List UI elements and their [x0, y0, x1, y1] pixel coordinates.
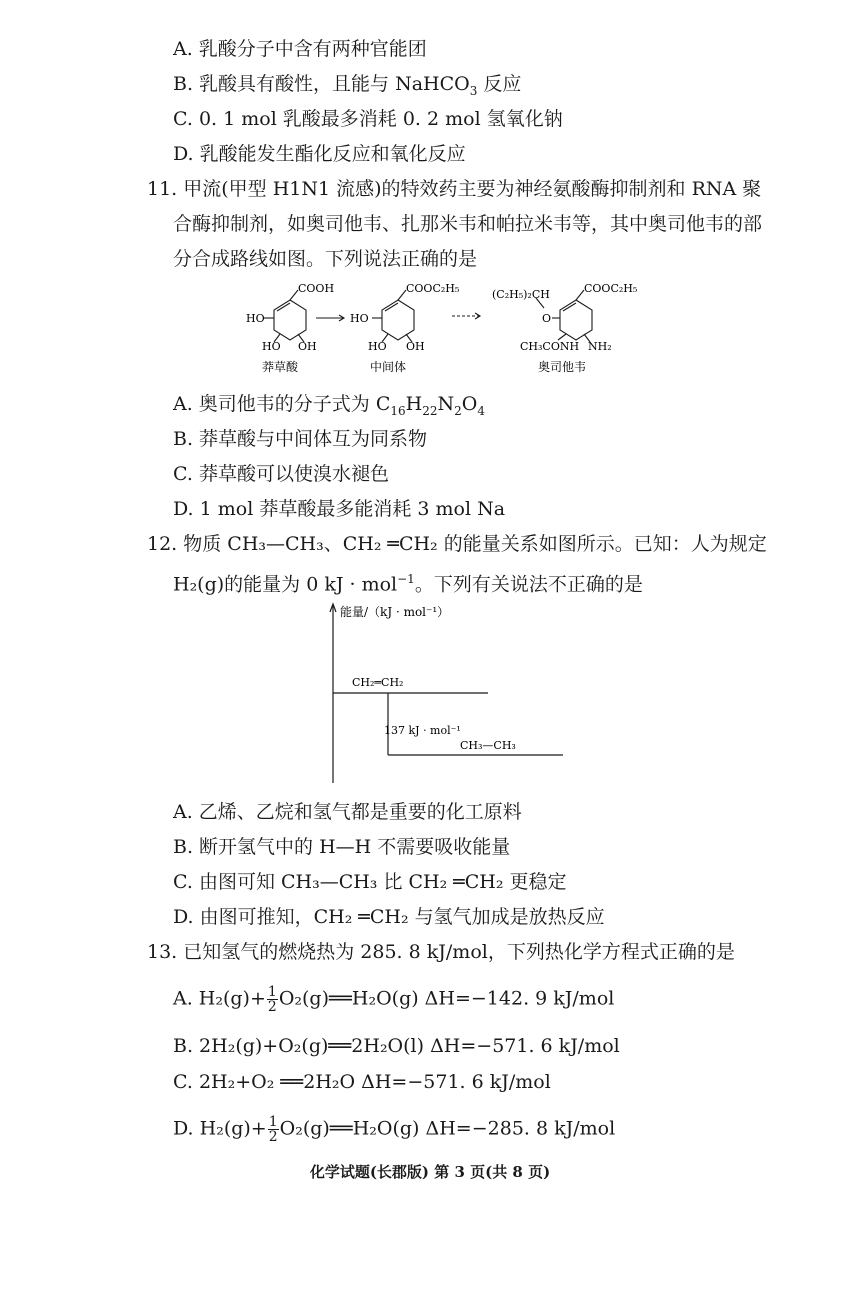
q12-option-d: D. 由图可推知，CH₂ ═CH₂ 与氢气加成是放热反应	[173, 906, 605, 928]
ethene-level-label: CH₂═CH₂	[352, 676, 404, 689]
oseltamivir-cooet: COOC₂H₅	[584, 282, 638, 295]
q11-option-b: B. 莽草酸与中间体互为同系物	[173, 428, 428, 450]
oseltamivir-acnh: CH₃CONH	[520, 340, 580, 353]
fraction-half: $\frac{1}{2}$	[268, 1114, 278, 1145]
shikimic-cooh: COOH	[298, 282, 335, 295]
label-intermediate: 中间体	[370, 360, 407, 374]
intermediate-ho-left: HO	[350, 312, 369, 325]
q11-option-c: C. 莽草酸可以使溴水褪色	[173, 463, 389, 485]
oseltamivir-ether: (C₂H₅)₂CH	[492, 288, 550, 301]
q10-option-a: A. 乳酸分子中含有两种官能团	[173, 38, 427, 60]
q11-option-a: A. 奥司他韦的分子式为 $C_{16}H_{22}N_2O_4$	[173, 393, 486, 418]
shikimic-ho-left: HO	[246, 312, 265, 325]
shikimic-ho-bottom: HO	[262, 340, 281, 353]
fraction-half: $\frac{1}{2}$	[267, 984, 277, 1015]
intermediate-cooet: COOC₂H₅	[406, 282, 460, 295]
energy-axis-label: 能量/（kJ · mol⁻¹）	[340, 605, 450, 619]
q11-stem-line3: 分合成路线如图。下列说法正确的是	[173, 248, 478, 270]
intermediate-ho-bottom: HO	[368, 340, 387, 353]
q12-option-a: A. 乙烯、乙烷和氢气都是重要的化工原料	[173, 801, 522, 823]
q13-option-d: D. H₂(g)+ $\frac{1}{2}$ O₂(g)══H₂O(g) ΔH=−285. 8 kJ/mol	[173, 1114, 616, 1145]
q10-option-c: C. 0. 1 mol 乳酸最多消耗 0. 2 mol 氢氧化钠	[173, 108, 563, 130]
oseltamivir-o: O	[542, 312, 552, 325]
q11-stem-line1: 11. 甲流(甲型 H1N1 流感)的特效药主要为神经氨酸酶抑制剂和 RNA 聚	[147, 178, 762, 200]
q12-stem-line1: 12. 物质 CH₃—CH₃、CH₂ ═CH₂ 的能量关系如图所示。已知：人为规定	[147, 533, 767, 555]
q11-option-d: D. 1 mol 莽草酸最多能消耗 3 mol Na	[173, 498, 506, 520]
q13-option-a: A. H₂(g)+ $\frac{1}{2}$ O₂(g)══H₂O(g) ΔH=−142. 9 kJ/mol	[173, 984, 615, 1015]
shikimic-oh: OH	[298, 340, 317, 353]
ethane-level-label: CH₃—CH₃	[460, 739, 516, 752]
label-oseltamivir: 奥司他韦	[538, 360, 587, 374]
intermediate-oh: OH	[406, 340, 425, 353]
page-footer: 化学试题(长郡版) 第 3 页(共 8 页)	[309, 1163, 551, 1181]
q12-option-c: C. 由图可知 CH₃—CH₃ 比 CH₂ ═CH₂ 更稳定	[173, 871, 567, 893]
q13-option-b: B. 2H₂(g)+O₂(g)══2H₂O(l) ΔH=−571. 6 kJ/mol	[173, 1035, 620, 1057]
q10-option-b: B. 乳酸具有酸性，且能与 NaHCO$_3$ 反应	[173, 73, 522, 98]
oseltamivir-nh2: NH₂	[588, 340, 612, 353]
q12-option-b: B. 断开氢气中的 H—H 不需要吸收能量	[173, 836, 511, 858]
energy-diagram	[320, 598, 580, 788]
synthesis-route-diagram	[240, 278, 660, 378]
q13-option-c: C. 2H₂+O₂ ══2H₂O ΔH=−571. 6 kJ/mol	[173, 1071, 551, 1093]
label-shikimic-acid: 莽草酸	[262, 360, 299, 374]
q12-stem-line2: H₂(g)的能量为 0 kJ · mol$^{-1}$。下列有关说法不正确的是	[173, 572, 643, 596]
q13-stem: 13. 已知氢气的燃烧热为 285. 8 kJ/mol，下列热化学方程式正确的是	[147, 941, 735, 963]
energy-difference-label: 137 kJ · mol⁻¹	[384, 724, 461, 737]
q10-option-d: D. 乳酸能发生酯化反应和氧化反应	[173, 143, 466, 165]
q11-stem-line2: 合酶抑制剂，如奥司他韦、扎那米韦和帕拉米韦等，其中奥司他韦的部	[173, 213, 763, 235]
